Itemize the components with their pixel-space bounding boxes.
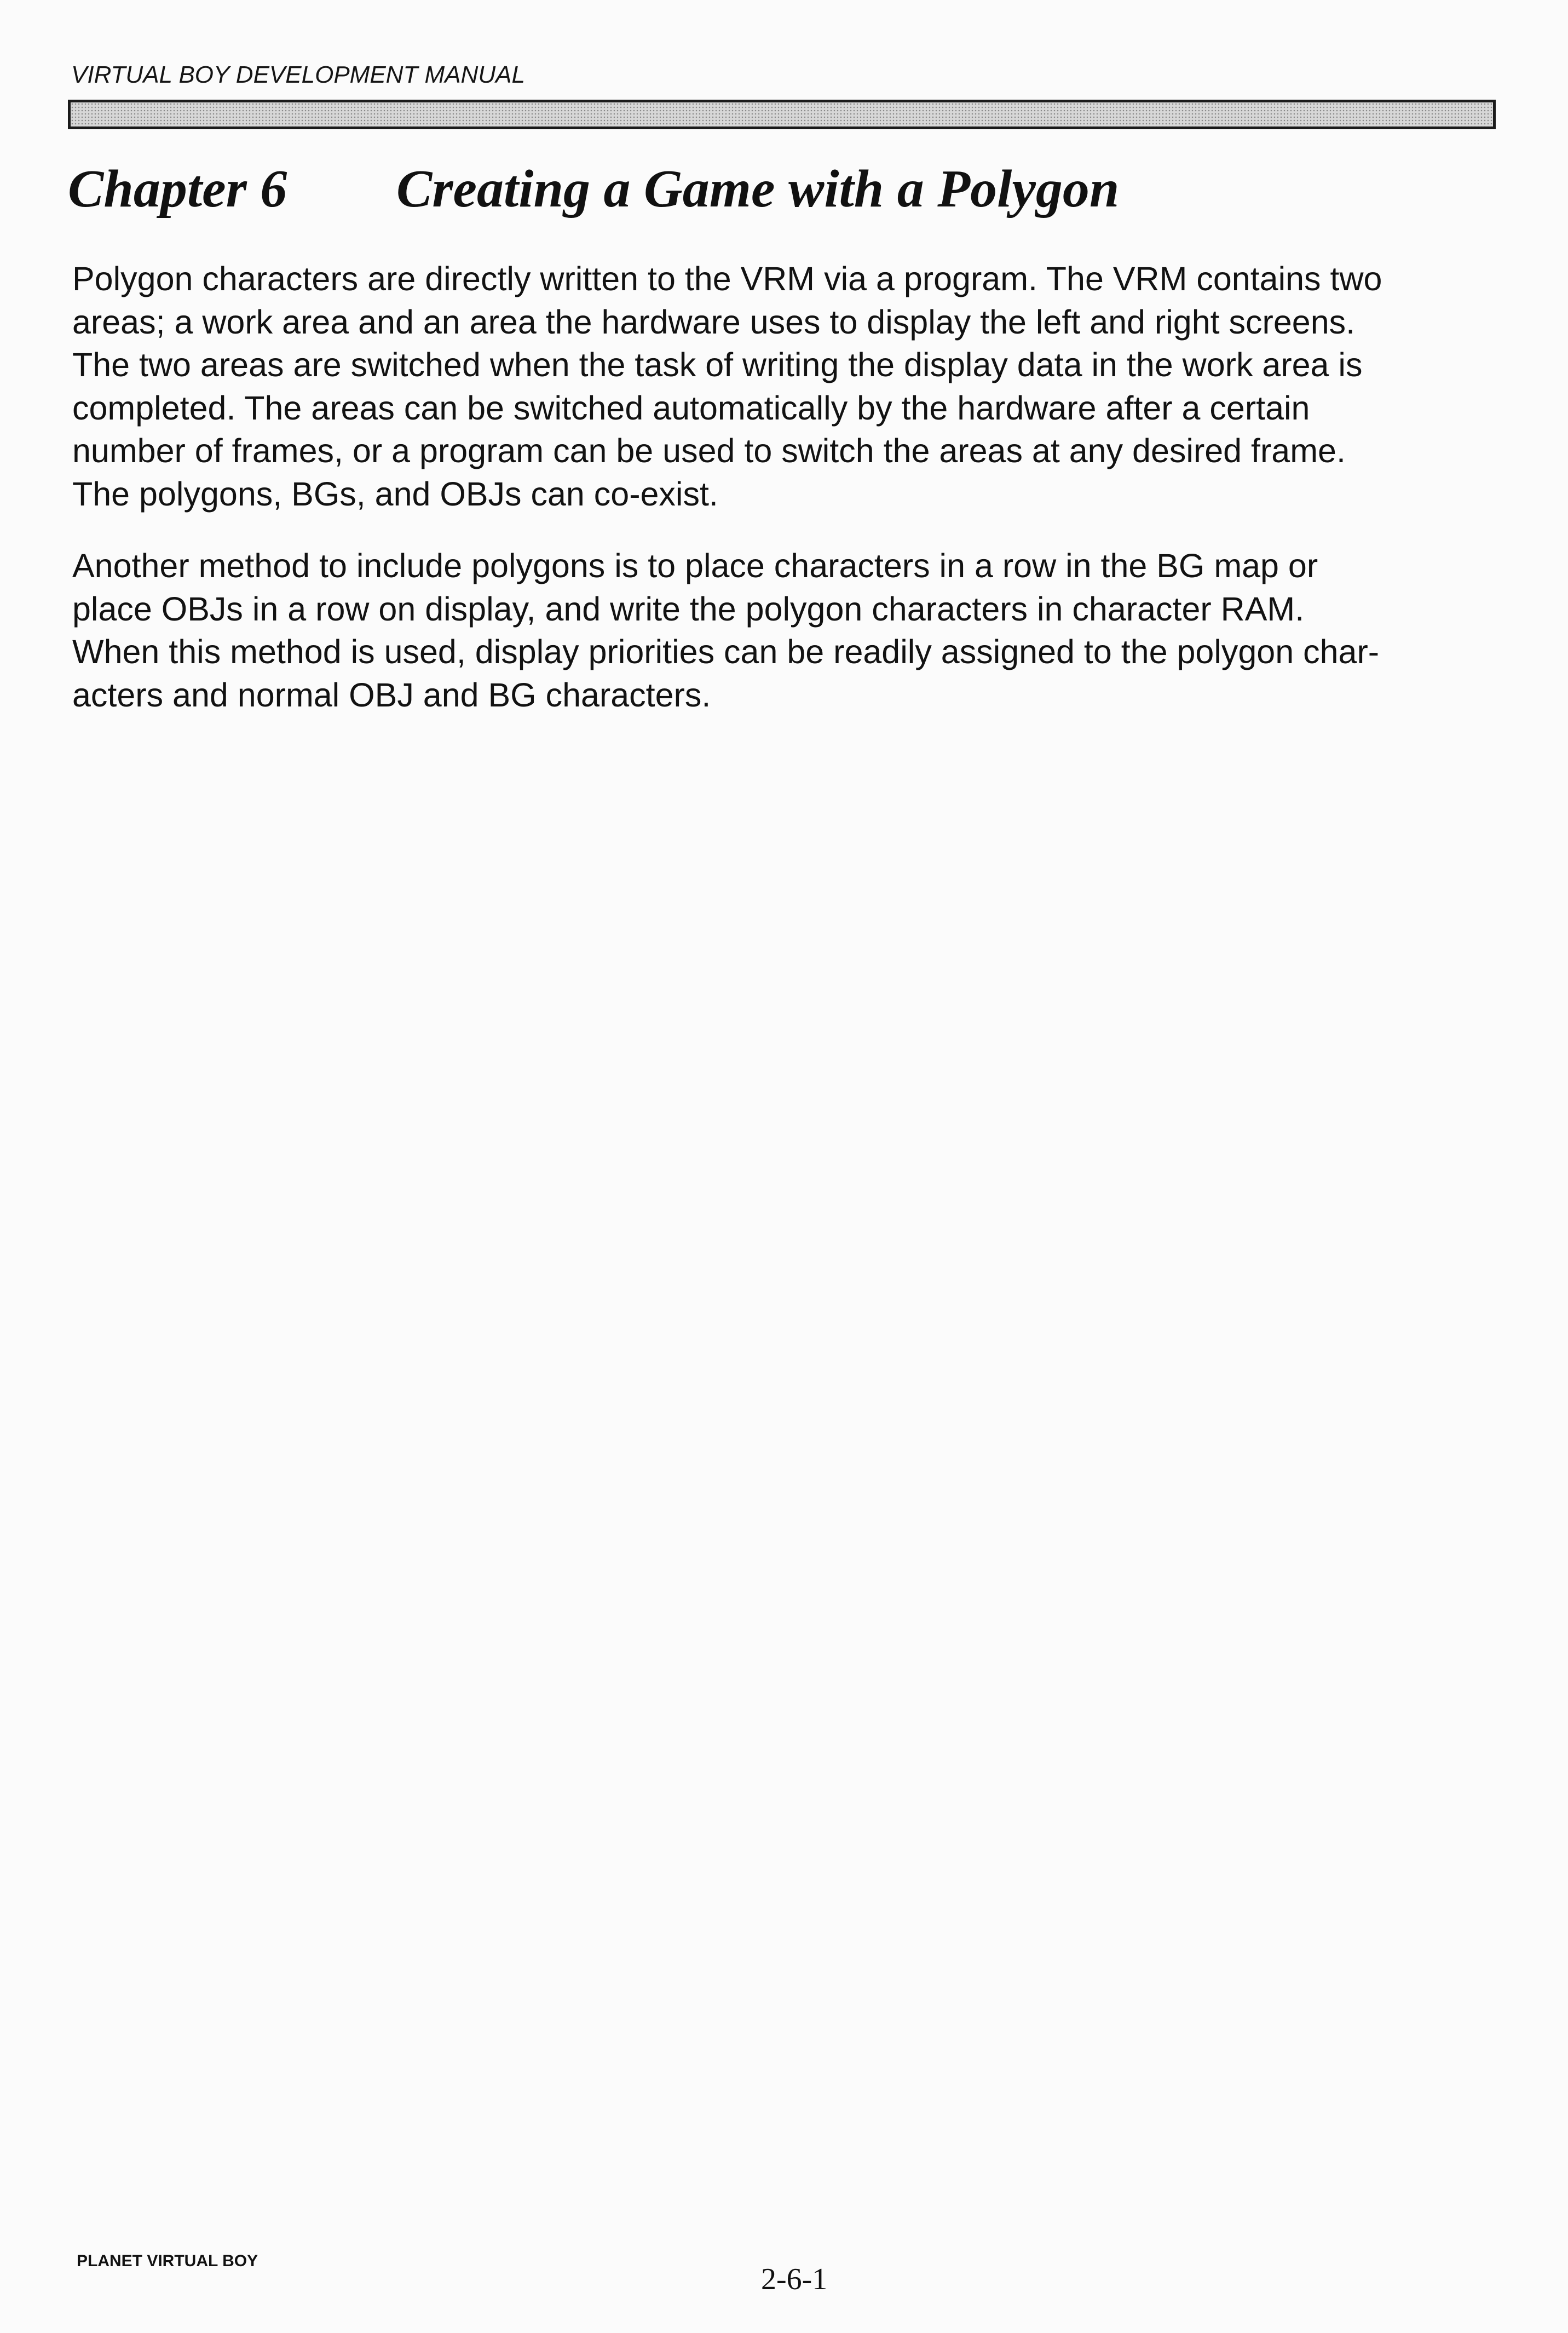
paragraph-line: acters and normal OBJ and BG characters. [72,676,711,714]
paragraph-line: The polygons, BGs, and OBJs can co-exist. [72,475,718,513]
paragraph-line: areas; a work area and an area the hardware uses to display the left and right screens. [72,303,1356,341]
paragraph-line: The two areas are switched when the task of writing the display data in the work area is [72,346,1363,383]
page-number: 2-6-1 [761,2262,828,2296]
paragraph-line: completed. The areas can be switched automatically by the hardware after a certain [72,389,1310,427]
paragraph-line: Another method to include polygons is to place characters in a row in the BG map or [72,547,1318,584]
header-rule-bar [68,100,1496,129]
paragraph-1 [72,257,1507,515]
chapter-title: Creating a Game with a Polygon [396,159,1120,219]
paragraph-line: number of frames, or a program can be used to switch the areas at any desired frame. [72,432,1346,469]
chapter-heading [68,160,1119,219]
running-header-title: VIRTUAL BOY DEVELOPMENT MANUAL [71,61,525,88]
chapter-number: Chapter 6 [68,159,287,219]
paragraph-line: Polygon characters are directly written to the VRM via a program. The VRM contains two [72,260,1382,297]
paragraph-2 [72,544,1507,716]
paragraph-line: place OBJs in a row on display, and write the polygon characters in character RAM. [72,590,1305,628]
paragraph-line: When this method is used, display priorities can be readily assigned to the polygon char- [72,633,1380,670]
footer-publisher: PLANET VIRTUAL BOY [77,2252,258,2270]
